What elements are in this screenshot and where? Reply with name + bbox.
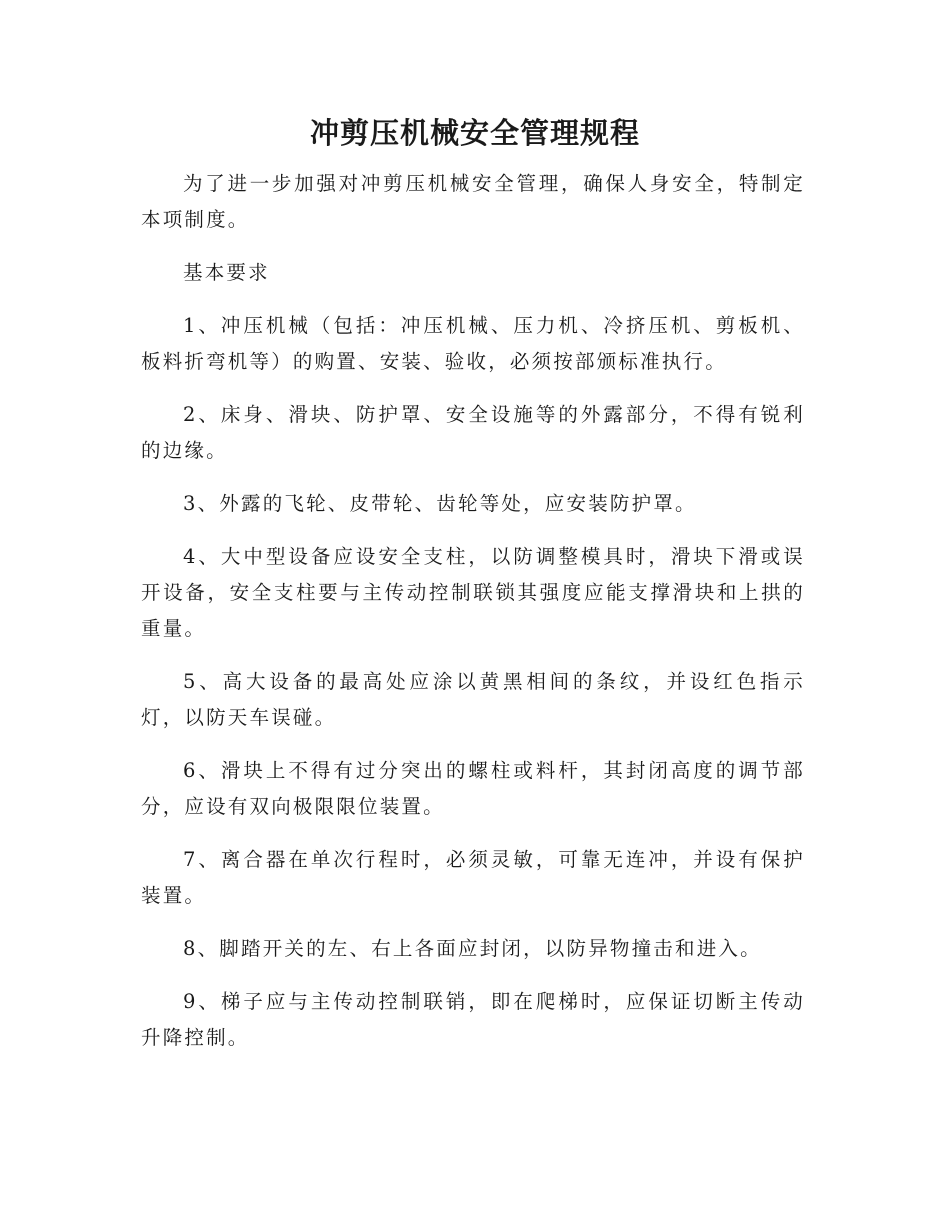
rule-paragraph-3: 3、外露的飞轮、皮带轮、齿轮等处，应安装防护罩。 — [183, 492, 697, 515]
section-heading: 基本要求 — [183, 261, 270, 284]
rule-paragraph-9: 9、梯子应与主传动控制联销，即在爬梯时，应保证切断主传动升降控制。 — [141, 990, 805, 1049]
rule-paragraph-8: 8、脚踏开关的左、右上各面应封闭，以防异物撞击和进入。 — [183, 937, 762, 960]
rule-paragraph-1: 1、冲压机械（包括：冲压机械、压力机、冷挤压机、剪板机、板料折弯机等）的购置、安装、验收，必须按部颁标准执行。 — [141, 314, 805, 373]
rule-paragraph-7: 7、离合器在单次行程时，必须灵敏，可靠无连冲，并设有保护装置。 — [141, 848, 805, 907]
rule-paragraph-5: 5、高大设备的最高处应涂以黄黑相间的条纹，并设红色指示灯，以防天车误碰。 — [141, 670, 805, 729]
intro-paragraph: 为了进一步加强对冲剪压机械安全管理，确保人身安全，特制定本项制度。 — [141, 172, 805, 231]
rule-paragraph-2: 2、床身、滑块、防护罩、安全设施等的外露部分，不得有锐利的边缘。 — [141, 403, 805, 462]
document-body — [141, 166, 805, 1073]
rule-paragraph-4: 4、大中型设备应设安全支柱，以防调整模具时，滑块下滑或误开设备，安全支柱要与主传动控制联锁其强度应能支撑滑块和上拱的重量。 — [141, 545, 805, 640]
document-title: 冲剪压机械安全管理规程 — [309, 116, 640, 150]
rule-paragraph-6: 6、滑块上不得有过分突出的螺柱或料杆，其封闭高度的调节部分，应设有双向极限限位装置。 — [141, 759, 805, 818]
